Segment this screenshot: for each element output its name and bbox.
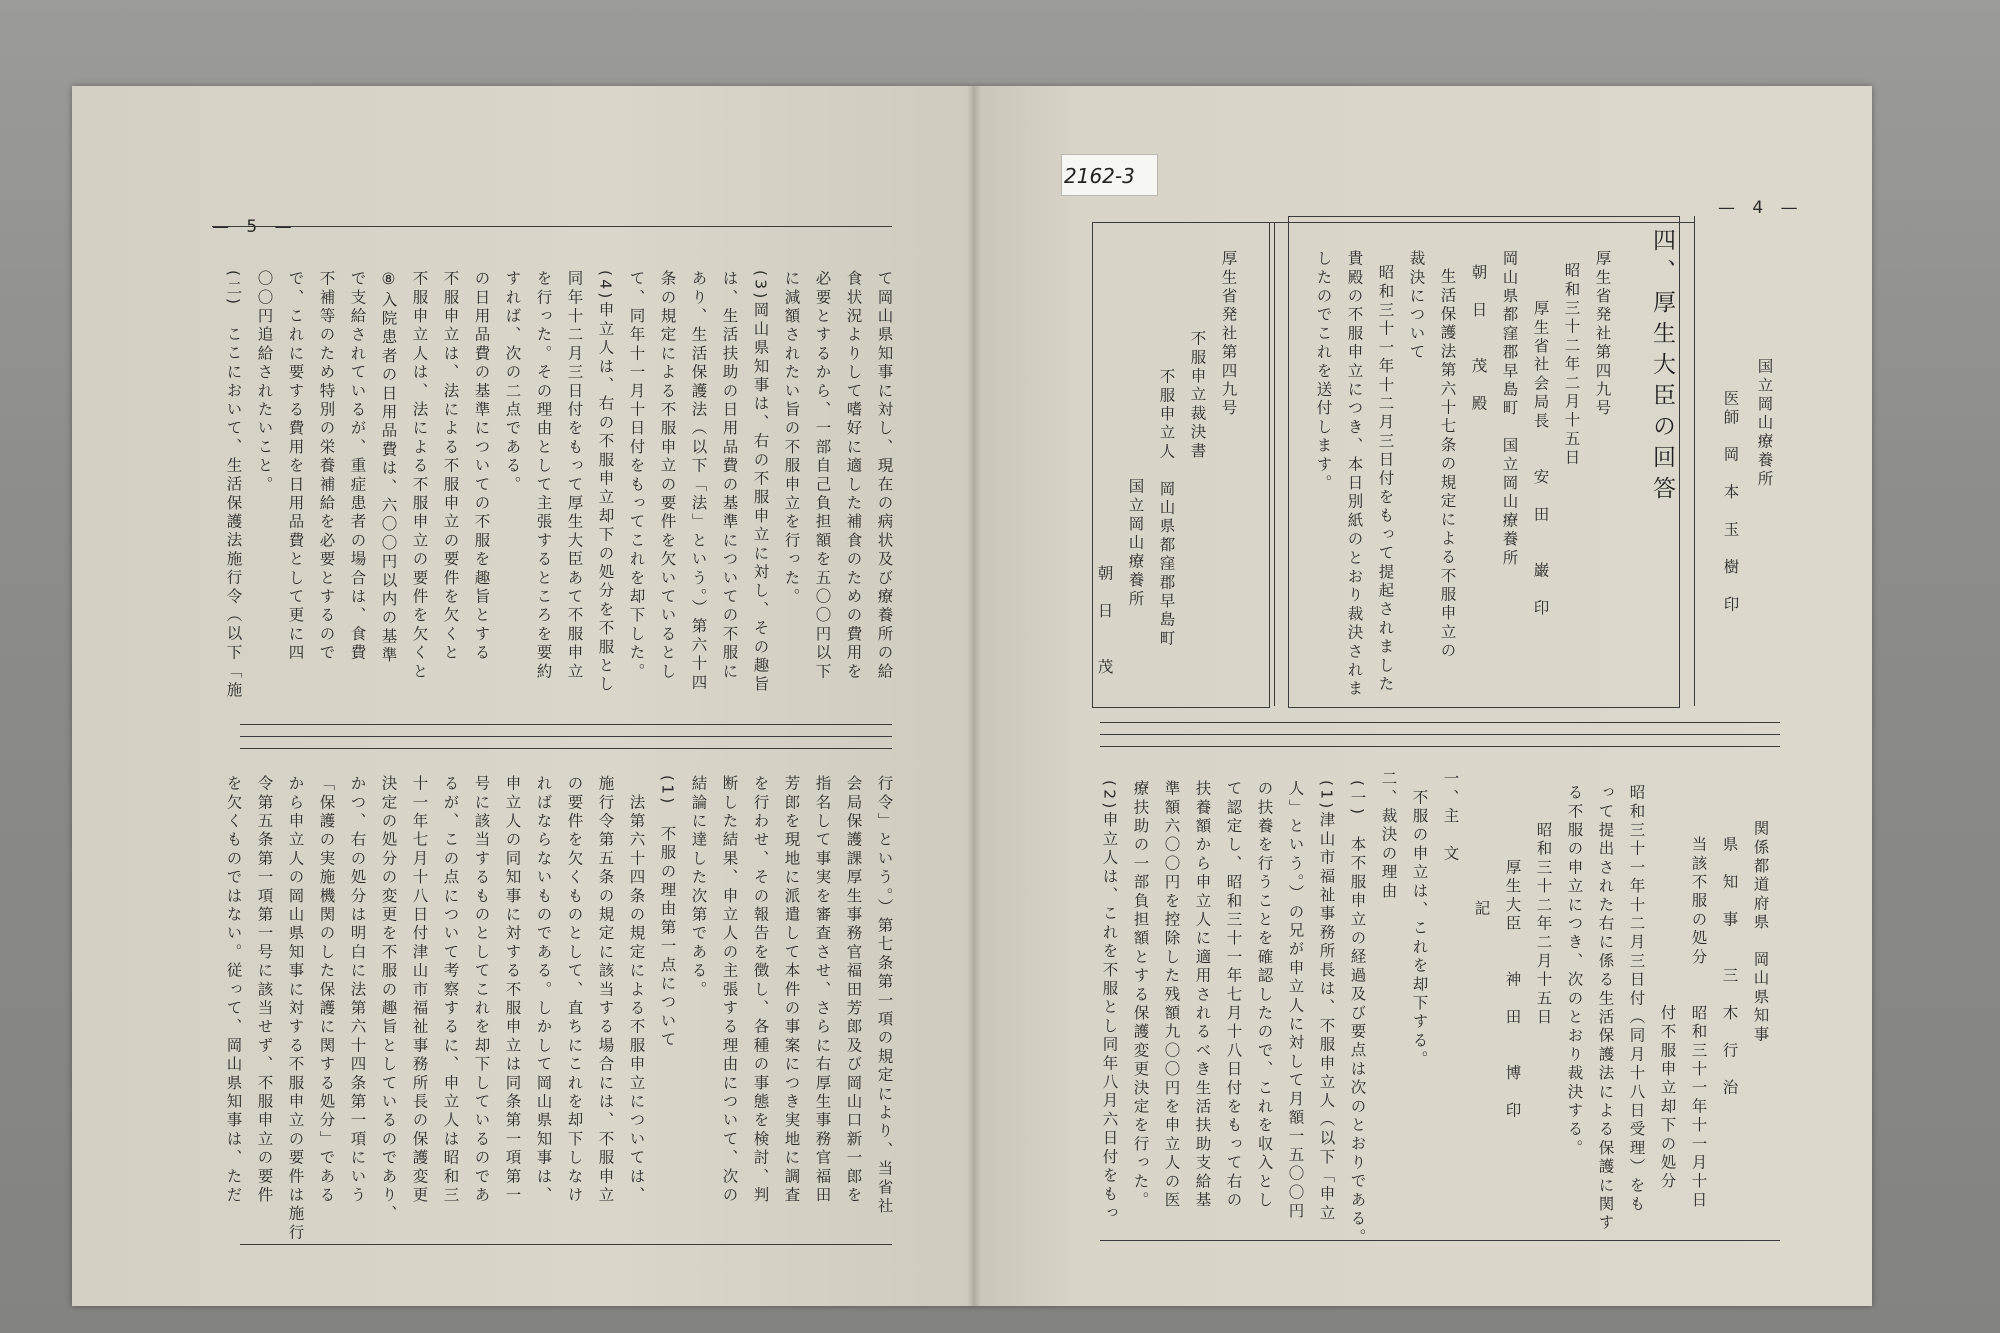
left-lower-line: るが、この点について考察するに、申立人は昭和三 (441, 775, 460, 1206)
left-upper-line: ⑧入院患者の日用品費は、六〇〇円以内の基準 (379, 270, 398, 666)
recipient-name: 医師 岡 本 玉 樹 印 (1721, 390, 1740, 615)
left-upper-line: 条の規定による不服申立の要件を欠いているとし (658, 270, 677, 682)
left-lower-line: 申立人の同知事に対する不服申立は同条第一項第一 (503, 775, 522, 1206)
left-lower-line: 法第六十四条の規定による不服申立については、 (627, 775, 646, 1206)
right-middle-rule-1 (1100, 722, 1780, 723)
left-middle-rule-1 (240, 724, 892, 725)
section-heading: 四、厚生大臣の回答 (1649, 228, 1675, 507)
letter-body-line: 生活保護法第六十七条の規定による不服申立の (1438, 268, 1457, 661)
left-lower-line: かつ、右の処分は明白に法第六十四条第一項にいう (348, 775, 367, 1206)
right-lower-line: 昭和三十一年十二月三日付（同月十八日受理）をも (1627, 784, 1646, 1215)
left-top-rule (212, 226, 892, 227)
left-upper-line: の日用品費の基準についての不服を趣旨とする (472, 270, 491, 663)
ruling-title: 不服申立裁決書 (1188, 330, 1207, 461)
left-upper-line: で支給されているが、重症患者の場合は、食費 (348, 270, 367, 663)
right-lower-line: て認定し、昭和三十一年七月十八日付をもって右の (1224, 780, 1243, 1211)
letter-body-line: 昭和三十一年十二月三日付をもって提起されました (1376, 264, 1395, 695)
left-middle-rule-2 (240, 736, 892, 737)
left-upper-line: を行った。その理由として主張するところを要約 (534, 270, 553, 682)
left-upper-line: 必要とするから、一部自己負担額を五〇〇円以下 (813, 270, 832, 682)
left-upper-line: 同年十二月三日付をもって厚生大臣あて不服申立 (565, 270, 584, 682)
recipient-org: 国立岡山療養所 (1755, 358, 1774, 489)
right-lower-line: 県 知 事 三 木 行 治 (1720, 836, 1739, 1098)
letter-body-line: 裁決について (1407, 250, 1426, 363)
left-lower-line: 決定の処分の変更を不服の趣旨としているのであり、 (379, 775, 398, 1224)
ruling-applicant-place: 国立岡山療養所 (1126, 478, 1145, 609)
right-lower-line: 二、裁決の理由 (1379, 770, 1398, 901)
letter-addressee: 朝 日 茂 殿 (1469, 264, 1488, 414)
letter-body-line: したのでこれを送付します。 (1314, 250, 1333, 494)
archive-number: 2162-3 (1064, 164, 1135, 188)
left-lower-line: 芳郎を現地に派遣して本件の事案につき実地に調査 (782, 775, 801, 1206)
right-lower-line: 昭和三十二年二月十五日 (1534, 784, 1553, 1028)
left-upper-line: 不服申立人は、法による不服申立の要件を欠くと (410, 270, 429, 682)
right-lower-line: 厚生大臣 神 田 博 印 (1503, 784, 1522, 1121)
ruling-applicant: 不服申立人 岡山県都窪郡早島町 (1157, 368, 1176, 649)
letter-sender: 厚生省社会局長 安 田 巌 印 (1531, 300, 1550, 618)
left-page (72, 86, 972, 1306)
right-lower-line: 不服の申立は、これを却下する。 (1410, 770, 1429, 1070)
left-lower-line: 結論に達した次第である。 (689, 775, 708, 1000)
left-lower-line: 十一年七月十八日付津山市福祉事務所長の保護変更 (410, 775, 429, 1206)
right-lower-line: 扶養額から申立人に適用されるべき生活扶助支給基 (1193, 780, 1212, 1211)
left-lower-line: を行わせ、その報告を徴し、各種の事態を検討、判 (751, 775, 770, 1206)
left-middle-rule-3 (240, 748, 892, 749)
letter-outer-rule (1694, 216, 1695, 706)
right-lower-line: る不服の申立につき、次のとおり裁決する。 (1565, 784, 1584, 1158)
right-lower-line: 療扶助の一部負担額とする保護変更決定を行った。 (1131, 780, 1150, 1211)
center-fold (967, 86, 981, 1306)
left-lower-line: 会局保護課厚生事務官福田芳郎及び岡山口新一郎を (844, 775, 863, 1206)
left-upper-line: で、これに要する費用を日用品費として更に四 (286, 270, 305, 663)
left-lower-line: 施行令第五条の規定に該当する場合には、不服申立 (596, 775, 615, 1206)
left-lower-line: 指名して事実を審査させ、さらに右厚生事務官福田 (813, 775, 832, 1206)
left-lower-line: を欠くものではない。従って、岡山県知事は、ただ (224, 775, 243, 1206)
left-lower-line: の要件を欠くものとして、直ちにこれを却下しなけ (565, 775, 584, 1206)
right-lower-line: (2)申立人は、これを不服とし同年八月六日付をもっ (1100, 780, 1119, 1223)
left-upper-line: (二) ここにおいて、生活保護法施行令（以下「施 (224, 270, 243, 700)
left-upper-line: に減額されたい旨の不服申立を行った。 (782, 270, 801, 607)
right-lower-line: 関係都道府県 岡山県知事 (1751, 820, 1770, 1045)
right-lower-line: 準額六〇〇円を控除した残額九〇〇円を申立人の医 (1162, 780, 1181, 1211)
right-middle-rule-2 (1100, 734, 1780, 735)
left-upper-line: (3)岡山県知事は、右の不服申立に対し、その趣旨 (751, 270, 770, 695)
letter-body-line: 貴殿の不服申立につき、本日別紙のとおり裁決されま (1345, 250, 1364, 699)
left-lower-line: 令第五条第一項第一号に該当せず、不服申立の要件 (255, 775, 274, 1206)
left-upper-line: 〇〇円追給されたいこと。 (255, 270, 274, 495)
left-lower-line: (1) 不服の理由第一点について (658, 775, 677, 1050)
right-lower-line: 一、主 文 (1441, 770, 1460, 864)
right-lower-line: 当該不服の処分 昭和三十一年十一月十日 (1689, 836, 1708, 1210)
left-bottom-rule (240, 1244, 892, 1245)
right-middle-rule-3 (1100, 746, 1780, 747)
right-lower-line: 付不服申立却下の処分 (1658, 836, 1677, 1192)
left-upper-line: は、生活扶助の日用品費の基準についての不服に (720, 270, 739, 682)
left-upper-line: て岡山県知事に対し、現在の病状及び療養所の給 (875, 270, 894, 682)
left-lower-line: 行令」という。）第七条第一項の規定により、当省社 (875, 775, 894, 1217)
left-upper-line: すれば、次の二点である。 (503, 270, 522, 495)
ruling-header-box (1092, 222, 1270, 708)
left-upper-line: 不服申立は、法による不服申立の要件を欠くと (441, 270, 460, 663)
page-number-5: — 5 — (212, 217, 298, 237)
letter-date: 昭和三十二年二月十五日 (1562, 262, 1581, 468)
left-lower-line: から申立人の岡山県知事に対する不服申立の要件は施行 (286, 775, 305, 1243)
left-lower-line: 号に該当するものとしてこれを却下しているのであ (472, 775, 491, 1206)
left-lower-line: 断した結果、申立人の主張する理由について、次の (720, 775, 739, 1206)
left-upper-line: あり、生活保護法（以下「法」という。）第六十四 (689, 270, 708, 693)
ruling-number: 厚生省発社第四九号 (1219, 250, 1238, 419)
letter-address: 岡山県都窪郡早島町 国立岡山療養所 (1500, 250, 1519, 568)
right-lower-line: の扶養を行うことを確認したので、これを収入とし (1255, 780, 1274, 1211)
left-upper-line: (4)申立人は、右の不服申立却下の処分を不服とし (596, 270, 615, 695)
right-bottom-rule (1100, 1240, 1780, 1241)
page-number-4: — 4 — (1718, 198, 1804, 218)
left-lower-line: ればならないものである。しかして岡山県知事は、 (534, 775, 553, 1206)
right-lower-line: って提出された右に係る生活保護法による保護に関す (1596, 784, 1615, 1233)
right-lower-line: 人」という。）の兄が申立人に対して月額一五〇〇円 (1286, 780, 1305, 1222)
left-upper-line: 不補等のため特別の栄養補給を必要とするので (317, 270, 336, 663)
ruling-box-rule (1274, 222, 1275, 706)
right-lower-line: (1)津山市福祉事務所長は、不服申立人（以下「申立 (1317, 780, 1336, 1223)
letter-from-number: 厚生省発社第四九号 (1593, 250, 1612, 419)
right-lower-line: (一) 本不服申立の経過及び要点は次のとおりである。 (1348, 780, 1367, 1248)
left-upper-line: て、同年十一月十日付をもってこれを却下した。 (627, 270, 646, 682)
right-lower-line: 記 (1472, 900, 1491, 919)
left-lower-line: 「保護の実施機関のした保護に関する処分」である (317, 775, 336, 1206)
left-upper-line: 食状況よりして嗜好に適した補食のための費用を (844, 270, 863, 682)
ruling-applicant-name: 朝 日 茂 (1095, 565, 1114, 678)
